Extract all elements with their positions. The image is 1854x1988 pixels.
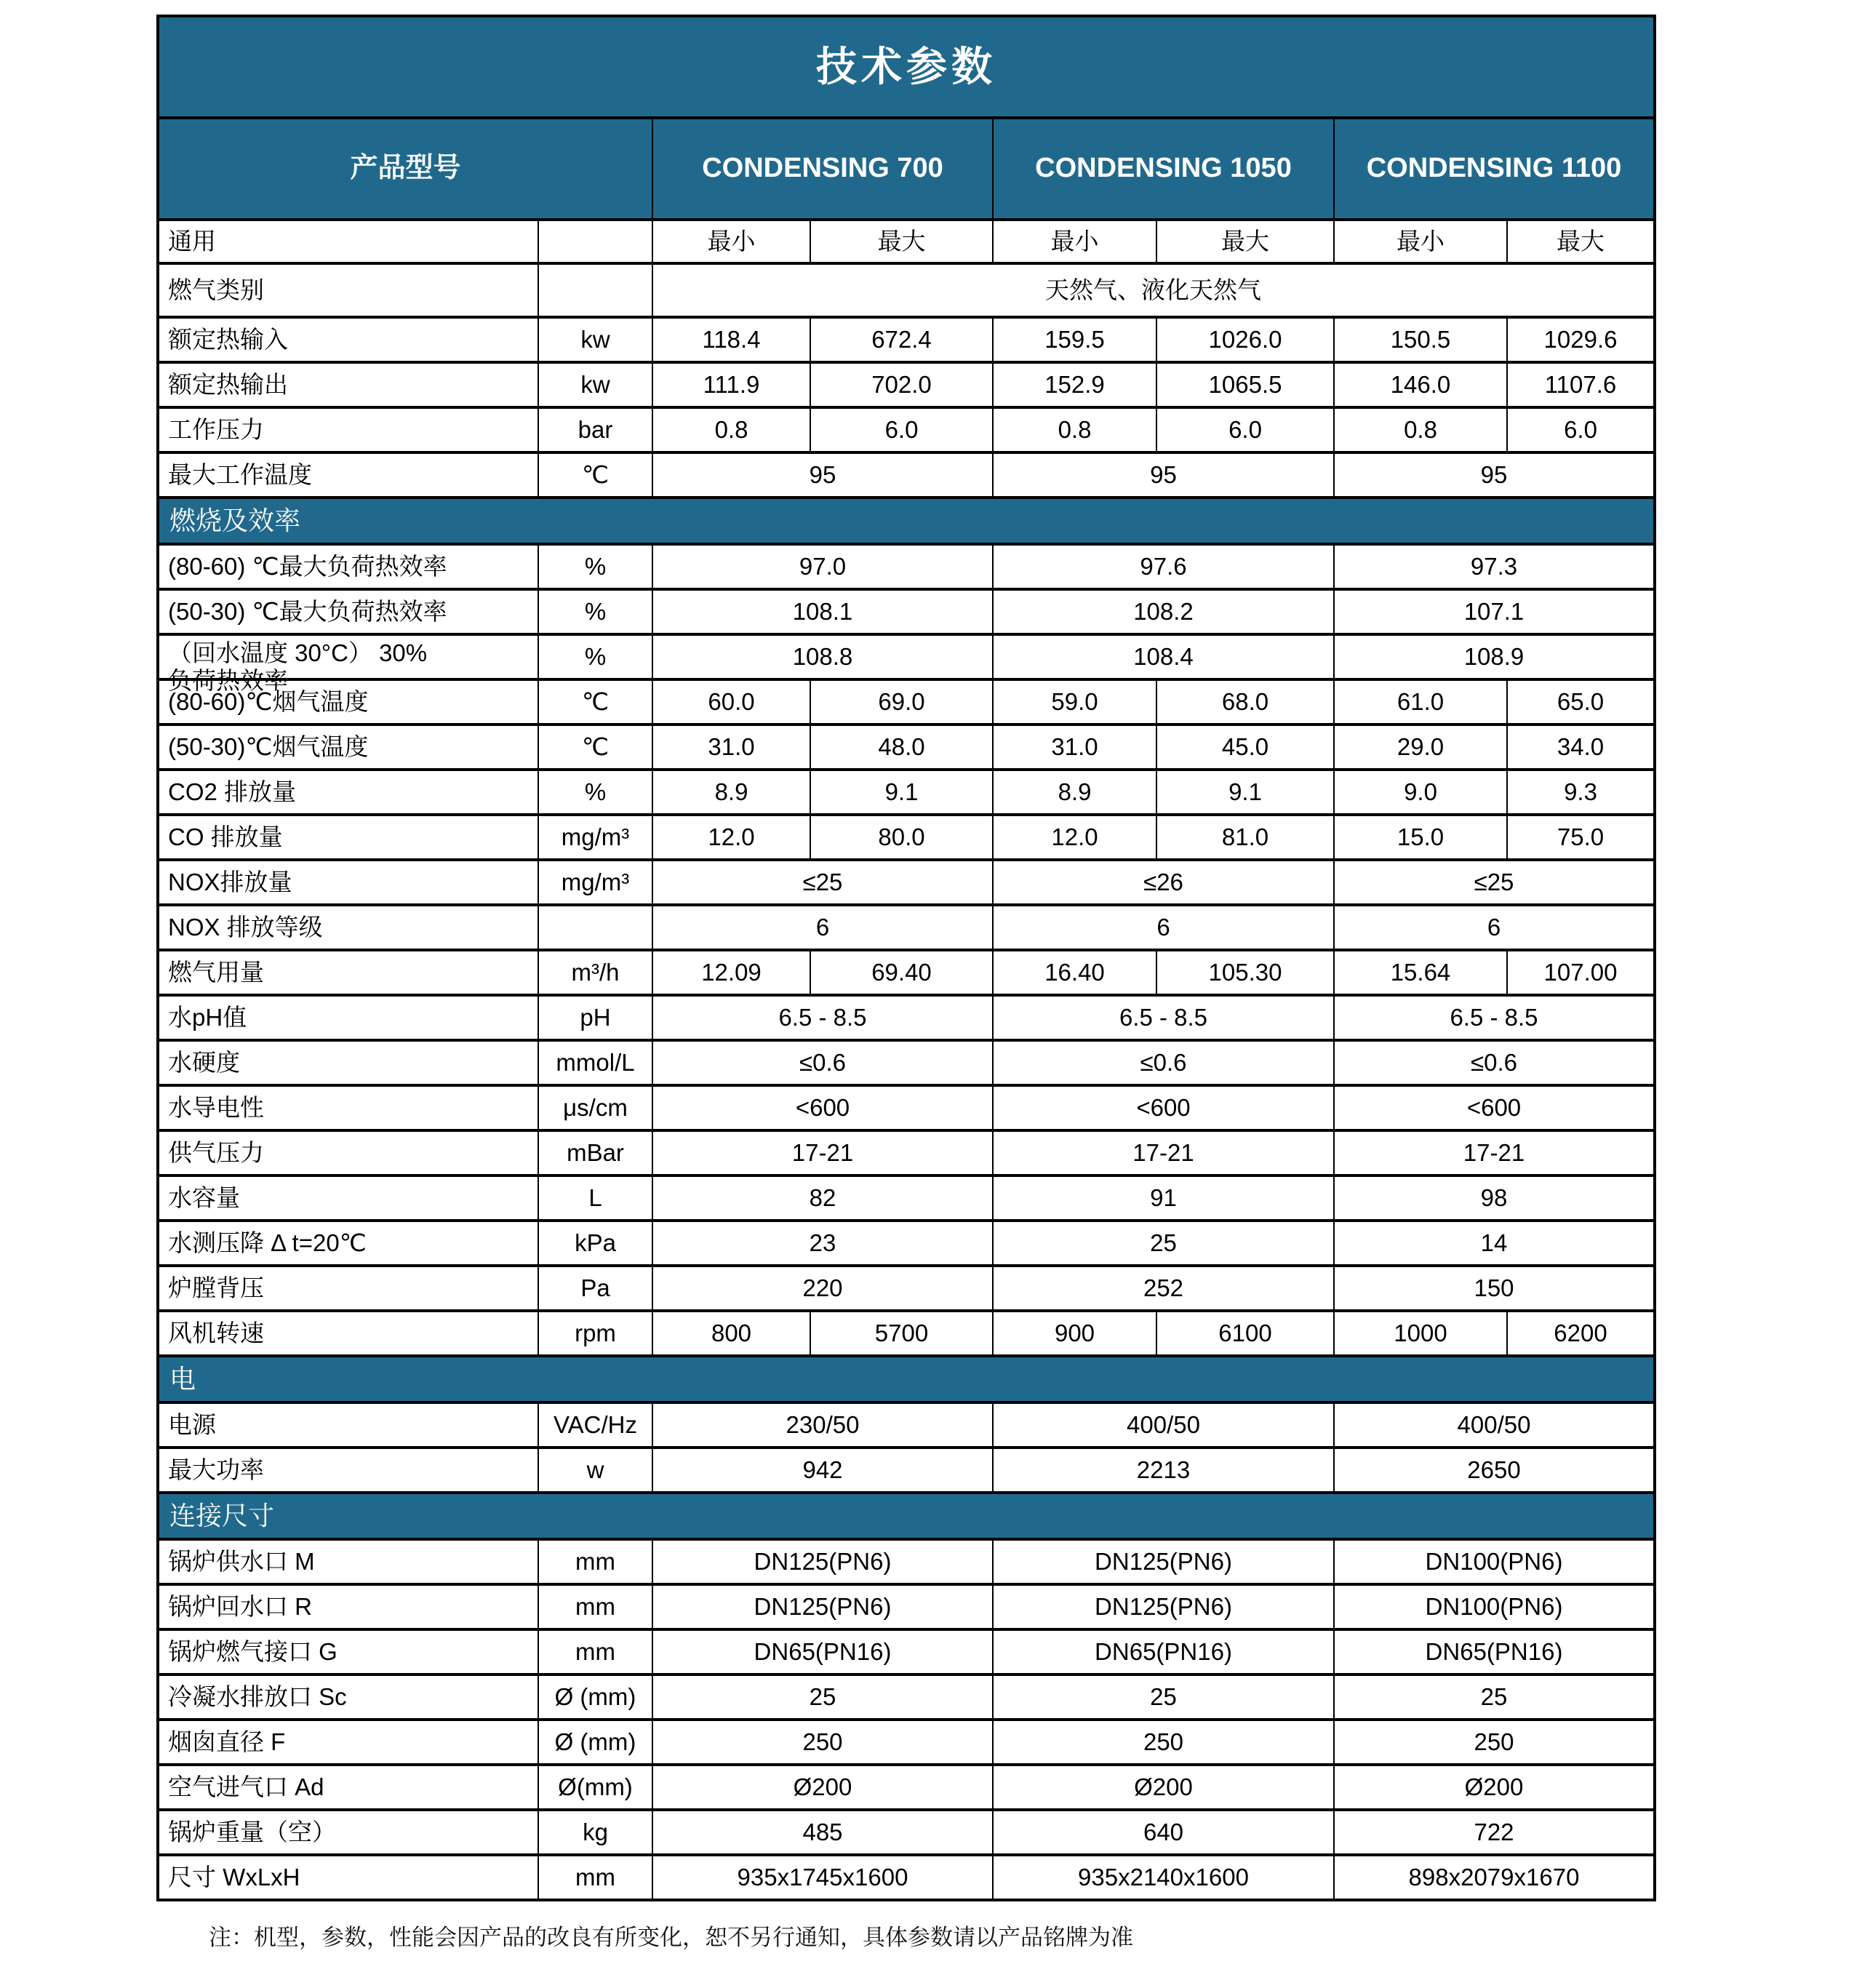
row-label: 燃气用量 xyxy=(158,950,538,995)
product-model-3: CONDENSING 1100 xyxy=(1334,118,1655,220)
row-unit: mBar xyxy=(538,1130,652,1175)
row-value: 400/50 xyxy=(1334,1402,1655,1448)
max-header: 最大 xyxy=(810,220,993,263)
row-value: 97.6 xyxy=(993,544,1334,589)
row-value: 12.0 xyxy=(993,815,1156,860)
row-value: 108.8 xyxy=(652,634,993,679)
row-value: 14 xyxy=(1334,1221,1655,1266)
table-row xyxy=(158,1175,1655,1221)
table-row xyxy=(158,905,1655,950)
row-unit: mmol/L xyxy=(538,1040,652,1085)
row-value: 17-21 xyxy=(1334,1130,1655,1175)
row-value: 6 xyxy=(993,905,1334,950)
table-row xyxy=(158,1311,1655,1356)
row-value: 23 xyxy=(652,1221,993,1266)
max-header: 最大 xyxy=(1156,220,1334,263)
table-row xyxy=(158,1085,1655,1130)
product-header-row xyxy=(158,118,1655,220)
product-model-label: 产品型号 xyxy=(158,118,652,220)
row-value: 29.0 xyxy=(1334,724,1507,770)
row-value: 12.0 xyxy=(652,815,810,860)
row-value: 17-21 xyxy=(652,1130,993,1175)
table-row xyxy=(158,1584,1655,1629)
row-value: 400/50 xyxy=(993,1402,1334,1448)
row-unit: kPa xyxy=(538,1221,652,1266)
row-value: ≤0.6 xyxy=(652,1040,993,1085)
row-value: 0.8 xyxy=(1334,407,1507,452)
row-value: 69.40 xyxy=(810,950,993,995)
row-unit: bar xyxy=(538,407,652,452)
table-row xyxy=(158,544,1655,589)
row-label: (80-60)℃烟气温度 xyxy=(158,679,538,724)
table-row xyxy=(158,1629,1655,1674)
row-value: 900 xyxy=(993,1311,1156,1356)
row-value: 82 xyxy=(652,1175,993,1221)
row-value: 107.1 xyxy=(1334,589,1655,634)
row-value: 6.5 - 8.5 xyxy=(993,995,1334,1040)
row-unit: Pa xyxy=(538,1266,652,1311)
title-row xyxy=(158,16,1655,118)
row-value: 48.0 xyxy=(810,724,993,770)
row-value: 25 xyxy=(993,1674,1334,1720)
row-label: 冷凝水排放口 Sc xyxy=(158,1674,538,1720)
row-value: Ø200 xyxy=(1334,1765,1655,1810)
row-unit: Ø (mm) xyxy=(538,1720,652,1765)
table-row xyxy=(158,452,1655,498)
table-row xyxy=(158,589,1655,634)
row-value: 150 xyxy=(1334,1266,1655,1311)
table-row xyxy=(158,1130,1655,1175)
row-value: 252 xyxy=(993,1266,1334,1311)
row-value: 45.0 xyxy=(1156,724,1334,770)
row-value: 6 xyxy=(1334,905,1655,950)
row-value: DN65(PN16) xyxy=(1334,1629,1655,1674)
row-value: 5700 xyxy=(810,1311,993,1356)
row-unit: rpm xyxy=(538,1311,652,1356)
row-value: 15.0 xyxy=(1334,815,1507,860)
table-row xyxy=(158,1810,1655,1855)
row-label: 锅炉燃气接口 G xyxy=(158,1629,538,1674)
row-value: 91 xyxy=(993,1175,1334,1221)
row-value: 97.3 xyxy=(1334,544,1655,589)
row-value: 9.3 xyxy=(1507,770,1655,815)
row-value: Ø200 xyxy=(993,1765,1334,1810)
row-value: 898x2079x1670 xyxy=(1334,1855,1655,1900)
row-unit: μs/cm xyxy=(538,1085,652,1130)
row-value: 25 xyxy=(652,1674,993,1720)
row-value: 0.8 xyxy=(652,407,810,452)
row-label: 烟囱直径 F xyxy=(158,1720,538,1765)
row-unit: mm xyxy=(538,1539,652,1584)
row-value: 8.9 xyxy=(652,770,810,815)
product-model-2: CONDENSING 1050 xyxy=(993,118,1334,220)
row-unit: ℃ xyxy=(538,724,652,770)
row-value: 250 xyxy=(993,1720,1334,1765)
table-row xyxy=(158,950,1655,995)
row-value: DN125(PN6) xyxy=(993,1539,1334,1584)
row-label: （回水温度 30°C） 30% 负荷热效率 xyxy=(158,634,538,679)
table-row xyxy=(158,1765,1655,1810)
row-value: 75.0 xyxy=(1507,815,1655,860)
row-value: 1000 xyxy=(1334,1311,1507,1356)
row-value: 146.0 xyxy=(1334,362,1507,407)
row-value: Ø200 xyxy=(652,1765,993,1810)
row-value: 97.0 xyxy=(652,544,993,589)
row-unit: VAC/Hz xyxy=(538,1402,652,1448)
row-label: 燃气类别 xyxy=(158,263,538,317)
row-label: 水pH值 xyxy=(158,995,538,1040)
row-value: DN100(PN6) xyxy=(1334,1584,1655,1629)
row-value: 9.0 xyxy=(1334,770,1507,815)
table-row xyxy=(158,995,1655,1040)
row-value: 天然气、液化天然气 xyxy=(652,263,1655,317)
table-row xyxy=(158,317,1655,362)
table-row xyxy=(158,263,1655,317)
row-unit: w xyxy=(538,1448,652,1493)
row-label: 水导电性 xyxy=(158,1085,538,1130)
table-row xyxy=(158,1855,1655,1900)
section-header: 连接尺寸 xyxy=(158,1493,1655,1539)
general-section-label: 通用 xyxy=(158,220,538,263)
table-row xyxy=(158,407,1655,452)
row-unit: Ø (mm) xyxy=(538,1674,652,1720)
row-label-clipped-line: 负荷热效率 xyxy=(168,667,288,695)
row-unit xyxy=(538,905,652,950)
row-value: DN65(PN16) xyxy=(652,1629,993,1674)
row-unit: ℃ xyxy=(538,452,652,498)
table-row xyxy=(158,1448,1655,1493)
row-value: 9.1 xyxy=(810,770,993,815)
table-row xyxy=(158,815,1655,860)
row-unit: mm xyxy=(538,1584,652,1629)
row-label: CO 排放量 xyxy=(158,815,538,860)
table-row xyxy=(158,1040,1655,1085)
row-value: 800 xyxy=(652,1311,810,1356)
row-value: 159.5 xyxy=(993,317,1156,362)
row-value: 250 xyxy=(1334,1720,1655,1765)
row-value: 12.09 xyxy=(652,950,810,995)
row-value: ≤25 xyxy=(1334,860,1655,905)
row-unit: mg/m³ xyxy=(538,860,652,905)
row-value: 68.0 xyxy=(1156,679,1334,724)
row-value: 1107.6 xyxy=(1507,362,1655,407)
row-value: 15.64 xyxy=(1334,950,1507,995)
row-unit: L xyxy=(538,1175,652,1221)
table-row xyxy=(158,724,1655,770)
row-label: 最大工作温度 xyxy=(158,452,538,498)
row-label: (80-60) ℃最大负荷热效率 xyxy=(158,544,538,589)
row-value: 702.0 xyxy=(810,362,993,407)
page-title: 技术参数 xyxy=(158,16,1655,118)
row-label: 炉膛背压 xyxy=(158,1266,538,1311)
row-value: 152.9 xyxy=(993,362,1156,407)
table-row xyxy=(158,770,1655,815)
row-value: 118.4 xyxy=(652,317,810,362)
table-row xyxy=(158,1221,1655,1266)
row-value: ≤0.6 xyxy=(993,1040,1334,1085)
row-unit: kw xyxy=(538,317,652,362)
row-value: 1026.0 xyxy=(1156,317,1334,362)
section-row xyxy=(158,1356,1655,1402)
row-value: 31.0 xyxy=(652,724,810,770)
row-value: 98 xyxy=(1334,1175,1655,1221)
row-label: 风机转速 xyxy=(158,1311,538,1356)
row-unit: % xyxy=(538,544,652,589)
table-row xyxy=(158,1539,1655,1584)
row-label: NOX 排放等级 xyxy=(158,905,538,950)
min-header: 最小 xyxy=(993,220,1156,263)
table-row xyxy=(158,1402,1655,1448)
row-value: 16.40 xyxy=(993,950,1156,995)
row-value: 108.4 xyxy=(993,634,1334,679)
row-unit: pH xyxy=(538,995,652,1040)
row-value: 1029.6 xyxy=(1507,317,1655,362)
row-label: 水测压降 Δ t=20℃ xyxy=(158,1221,538,1266)
row-unit xyxy=(538,263,652,317)
row-value: 65.0 xyxy=(1507,679,1655,724)
row-unit: kg xyxy=(538,1810,652,1855)
table-row xyxy=(158,362,1655,407)
table-row xyxy=(158,1720,1655,1765)
row-value: 722 xyxy=(1334,1810,1655,1855)
row-value: 95 xyxy=(1334,452,1655,498)
row-unit: % xyxy=(538,634,652,679)
row-value: DN125(PN6) xyxy=(652,1584,993,1629)
row-value: 6100 xyxy=(1156,1311,1334,1356)
table-row xyxy=(158,634,1655,679)
row-value: 108.1 xyxy=(652,589,993,634)
table-row xyxy=(158,1266,1655,1311)
row-label: 空气进气口 Ad xyxy=(158,1765,538,1810)
row-value: <600 xyxy=(993,1085,1334,1130)
row-value: 107.00 xyxy=(1507,950,1655,995)
row-value: 69.0 xyxy=(810,679,993,724)
row-label: 锅炉重量（空） xyxy=(158,1810,538,1855)
row-label: 供气压力 xyxy=(158,1130,538,1175)
row-label: 额定热输入 xyxy=(158,317,538,362)
row-value: ≤0.6 xyxy=(1334,1040,1655,1085)
row-unit: ℃ xyxy=(538,679,652,724)
row-value: <600 xyxy=(1334,1085,1655,1130)
row-value: 6 xyxy=(652,905,993,950)
row-value: 6.0 xyxy=(1156,407,1334,452)
row-value: ≤25 xyxy=(652,860,993,905)
row-label: 最大功率 xyxy=(158,1448,538,1493)
row-unit: mg/m³ xyxy=(538,815,652,860)
row-label: 水硬度 xyxy=(158,1040,538,1085)
row-value: 111.9 xyxy=(652,362,810,407)
row-value: 108.2 xyxy=(993,589,1334,634)
section-header: 电 xyxy=(158,1356,1655,1402)
row-unit: m³/h xyxy=(538,950,652,995)
row-unit: kw xyxy=(538,362,652,407)
section-row xyxy=(158,498,1655,544)
row-value: 9.1 xyxy=(1156,770,1334,815)
row-value: DN125(PN6) xyxy=(993,1584,1334,1629)
row-value: 17-21 xyxy=(993,1130,1334,1175)
row-label: 额定热输出 xyxy=(158,362,538,407)
row-label: 尺寸 WxLxH xyxy=(158,1855,538,1900)
row-value: 0.8 xyxy=(993,407,1156,452)
row-value: 150.5 xyxy=(1334,317,1507,362)
row-value: 60.0 xyxy=(652,679,810,724)
row-unit: mm xyxy=(538,1855,652,1900)
row-value: 2213 xyxy=(993,1448,1334,1493)
row-value: 250 xyxy=(652,1720,993,1765)
min-header: 最小 xyxy=(652,220,810,263)
row-value: 61.0 xyxy=(1334,679,1507,724)
row-label: 电源 xyxy=(158,1402,538,1448)
row-value: 640 xyxy=(993,1810,1334,1855)
row-value: 485 xyxy=(652,1810,993,1855)
row-value: 59.0 xyxy=(993,679,1156,724)
row-label: (50-30) ℃最大负荷热效率 xyxy=(158,589,538,634)
row-value: 108.9 xyxy=(1334,634,1655,679)
table-row xyxy=(158,679,1655,724)
row-label: 锅炉供水口 M xyxy=(158,1539,538,1584)
section-row xyxy=(158,1493,1655,1539)
row-value: DN125(PN6) xyxy=(652,1539,993,1584)
row-value: 81.0 xyxy=(1156,815,1334,860)
row-value: 80.0 xyxy=(810,815,993,860)
row-value: 935x2140x1600 xyxy=(993,1855,1334,1900)
row-value: 8.9 xyxy=(993,770,1156,815)
row-value: 6.5 - 8.5 xyxy=(652,995,993,1040)
table-row xyxy=(158,860,1655,905)
row-value: 672.4 xyxy=(810,317,993,362)
row-value: 220 xyxy=(652,1266,993,1311)
row-value: 95 xyxy=(652,452,993,498)
row-label: (50-30)℃烟气温度 xyxy=(158,724,538,770)
row-value: 1065.5 xyxy=(1156,362,1334,407)
max-header: 最大 xyxy=(1507,220,1655,263)
row-label: 水容量 xyxy=(158,1175,538,1221)
row-value: 34.0 xyxy=(1507,724,1655,770)
row-unit: % xyxy=(538,589,652,634)
product-model-1: CONDENSING 700 xyxy=(652,118,993,220)
row-value: <600 xyxy=(652,1085,993,1130)
row-value: 31.0 xyxy=(993,724,1156,770)
row-unit: Ø(mm) xyxy=(538,1765,652,1810)
row-value: 230/50 xyxy=(652,1402,993,1448)
row-value: 95 xyxy=(993,452,1334,498)
spec-table xyxy=(156,15,1656,1901)
row-value: 25 xyxy=(1334,1674,1655,1720)
minmax-header-row xyxy=(158,220,1655,263)
row-value: 105.30 xyxy=(1156,950,1334,995)
row-label: 锅炉回水口 R xyxy=(158,1584,538,1629)
row-value: 935x1745x1600 xyxy=(652,1855,993,1900)
table-row xyxy=(158,1674,1655,1720)
row-value: 2650 xyxy=(1334,1448,1655,1493)
row-value: 942 xyxy=(652,1448,993,1493)
row-unit xyxy=(538,220,652,263)
footer-note: 注：机型，参数，性能会因产品的改良有所变化，恕不另行通知，具体参数请以产品铭牌为准 xyxy=(209,1925,1133,1950)
section-header: 燃烧及效率 xyxy=(158,498,1655,544)
row-value: 6200 xyxy=(1507,1311,1655,1356)
row-value: DN65(PN16) xyxy=(993,1629,1334,1674)
row-value: 6.0 xyxy=(1507,407,1655,452)
row-unit: mm xyxy=(538,1629,652,1674)
row-label: 工作压力 xyxy=(158,407,538,452)
row-unit: % xyxy=(538,770,652,815)
row-value: 25 xyxy=(993,1221,1334,1266)
row-label: CO2 排放量 xyxy=(158,770,538,815)
row-value: 6.0 xyxy=(810,407,993,452)
min-header: 最小 xyxy=(1334,220,1507,263)
row-value: 6.5 - 8.5 xyxy=(1334,995,1655,1040)
row-value: DN100(PN6) xyxy=(1334,1539,1655,1584)
row-value: ≤26 xyxy=(993,860,1334,905)
row-label: NOX排放量 xyxy=(158,860,538,905)
